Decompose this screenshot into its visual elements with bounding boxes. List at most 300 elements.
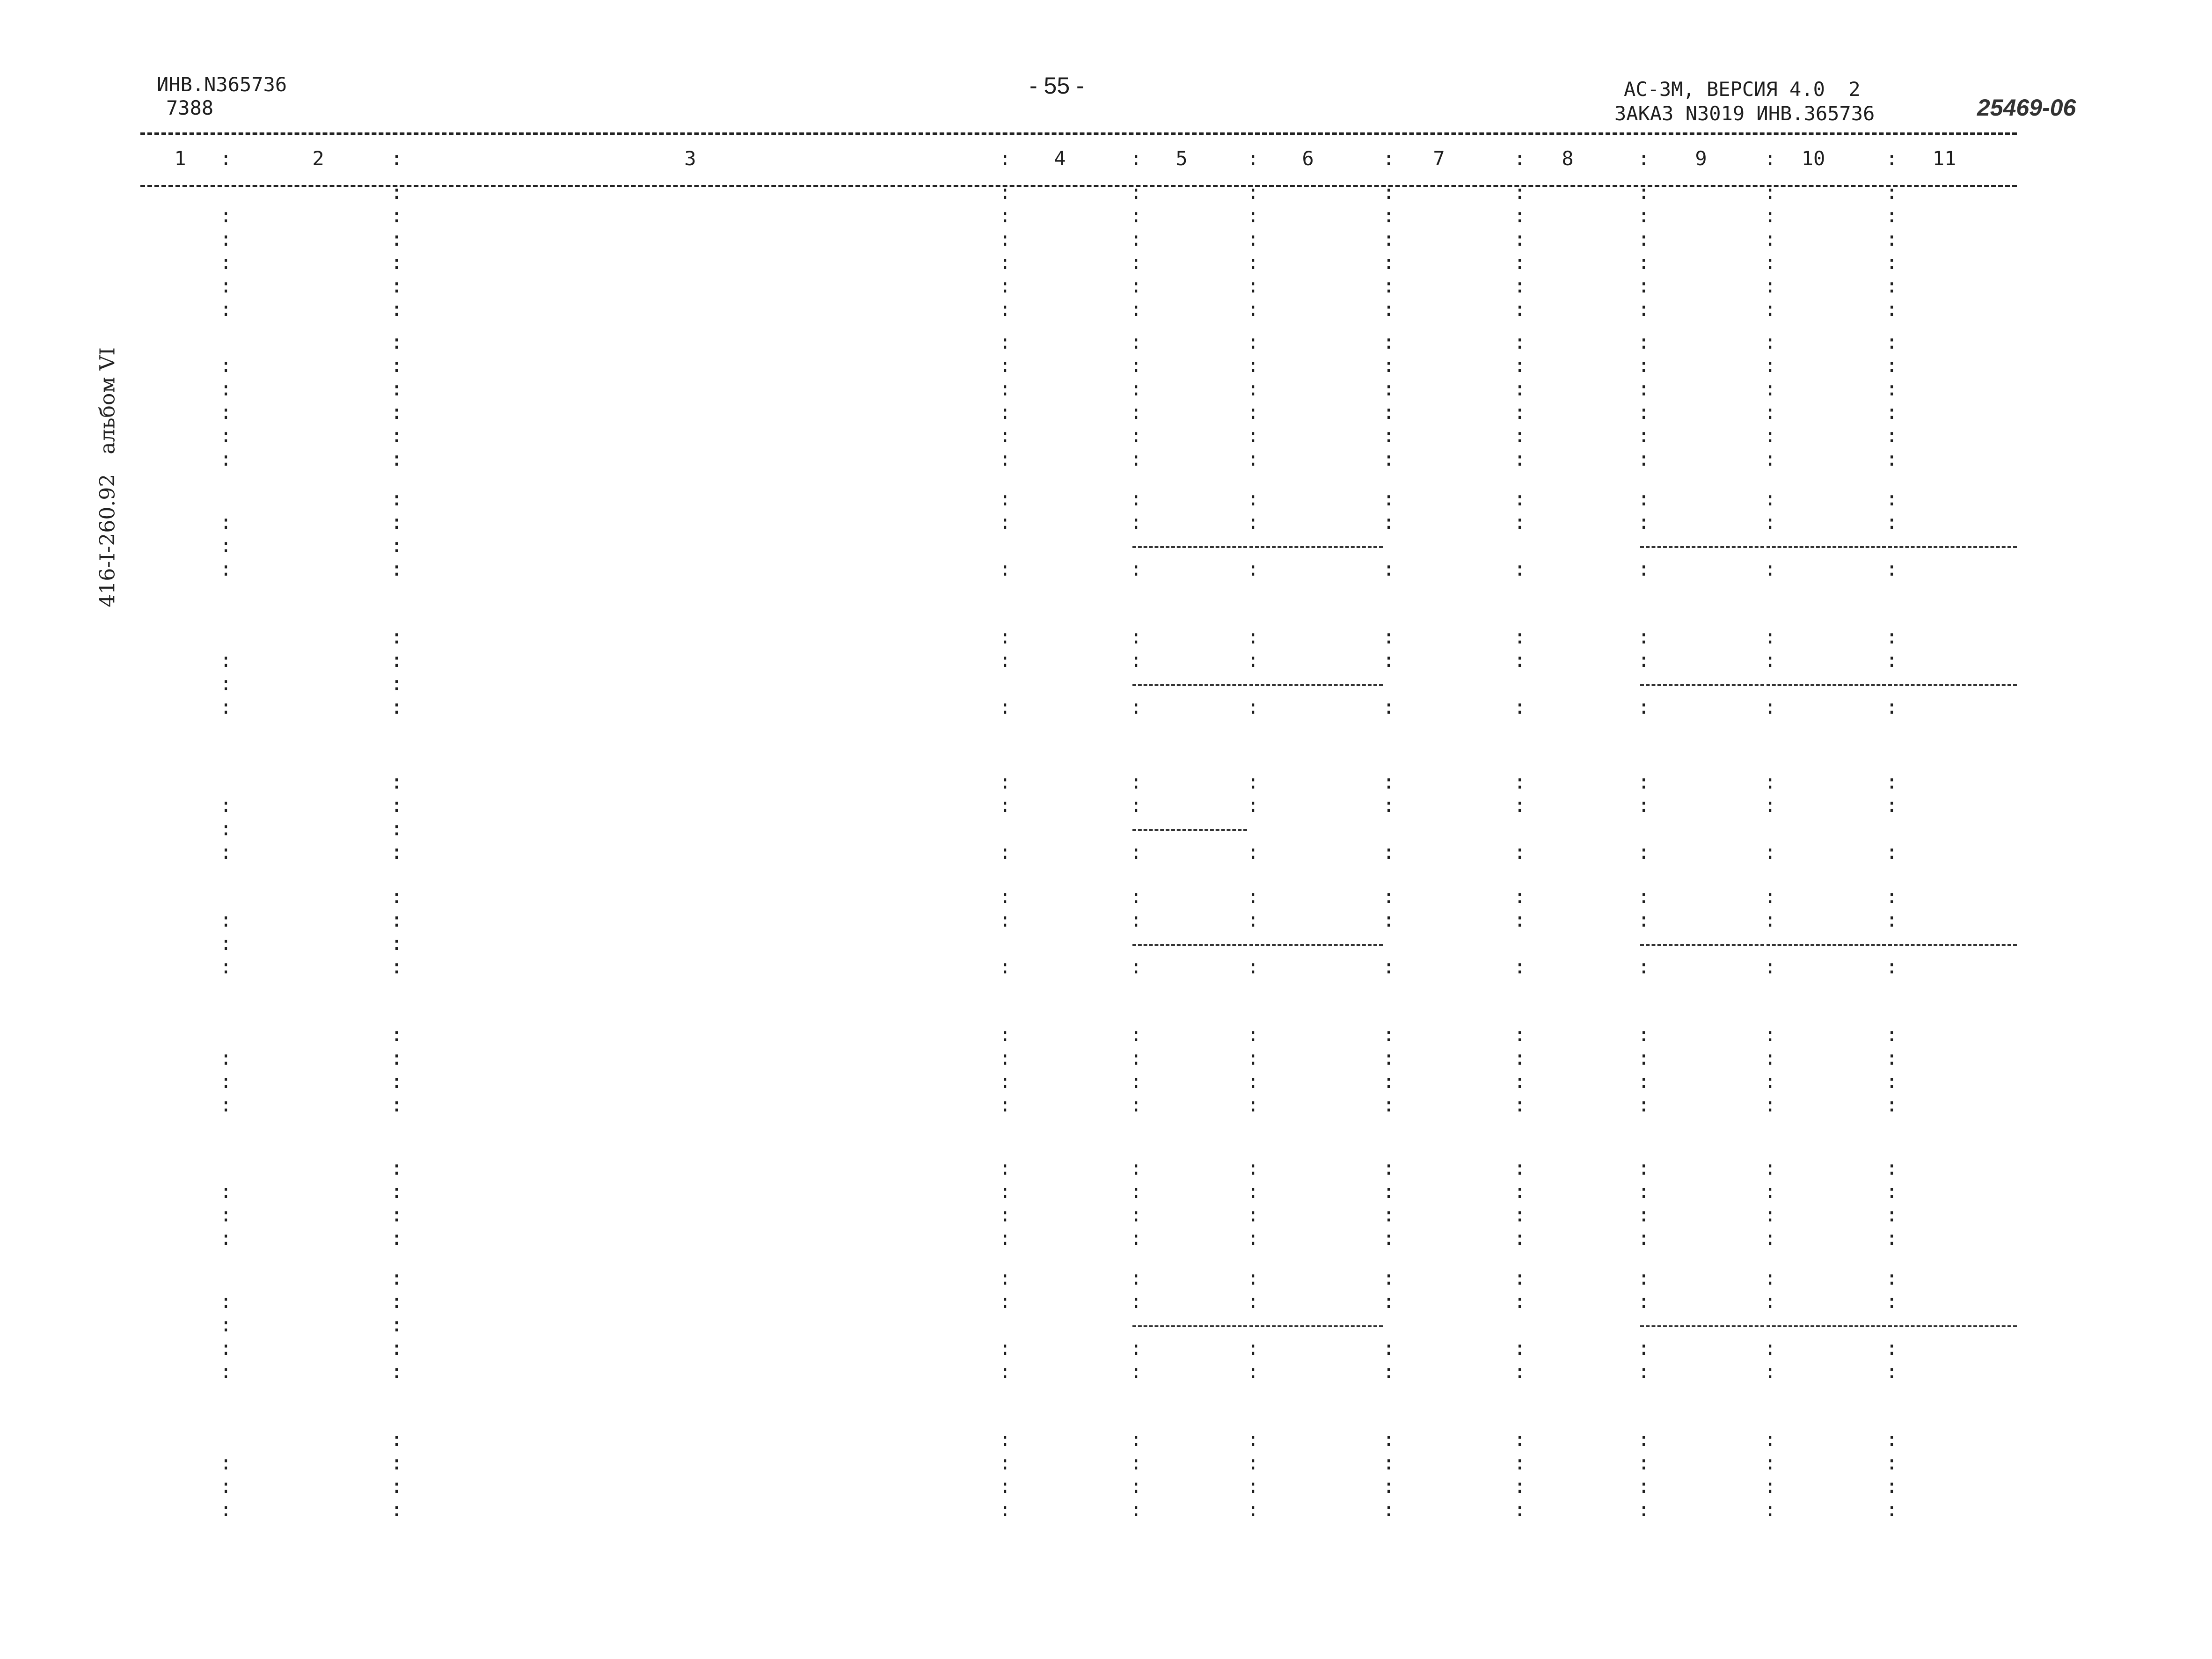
- column-separator: :: [999, 401, 1011, 424]
- column-separator: :: [1886, 487, 1898, 510]
- column-separator: :: [1130, 1290, 1142, 1313]
- column-separator: :: [1764, 649, 1776, 672]
- sub-divider: [1767, 944, 1886, 946]
- column-separator: :: [1514, 354, 1526, 377]
- column-separator: :: [391, 487, 403, 510]
- column-separator: :: [1247, 447, 1259, 470]
- column-separator: :: [999, 1180, 1011, 1203]
- column-separator: :: [1886, 1290, 1898, 1313]
- column-separator: :: [220, 227, 232, 250]
- column-separator: :: [391, 794, 403, 817]
- column-separator: :: [1638, 649, 1650, 672]
- sub-divider: [1888, 1325, 2017, 1327]
- column-separator: :: [1130, 695, 1142, 718]
- column-separator: :: [1638, 204, 1650, 227]
- column-separator: :: [1764, 1227, 1776, 1250]
- column-separator: :: [1130, 908, 1142, 931]
- column-separator: :: [1638, 251, 1650, 274]
- column-separator: :: [1764, 794, 1776, 817]
- column-separator: :: [999, 625, 1011, 648]
- column-separator: :: [999, 424, 1011, 447]
- column-separator: :: [1130, 354, 1142, 377]
- column-separator: :: [1130, 330, 1142, 353]
- column-separator: :: [1130, 649, 1142, 672]
- column-separator: :: [1886, 908, 1898, 931]
- column-separator: :: [1247, 1070, 1259, 1093]
- column-separator: :: [391, 695, 403, 718]
- column-separator: :: [220, 840, 232, 863]
- column-separator: :: [1886, 401, 1898, 424]
- column-separator: :: [1247, 1156, 1259, 1179]
- column-separator: :: [1764, 1290, 1776, 1313]
- column-separator: :: [1247, 227, 1259, 250]
- column-separator: :: [1247, 204, 1259, 227]
- column-separator: :: [220, 274, 232, 297]
- column-separator: :: [1514, 557, 1526, 580]
- sub-divider: [1132, 944, 1247, 946]
- column-separator: :: [1247, 274, 1259, 297]
- column-separator: :: [1638, 1475, 1650, 1498]
- column-separator: :: [1383, 557, 1395, 580]
- column-separator: :: [1130, 511, 1142, 534]
- column-separator: :: [1514, 649, 1526, 672]
- column-separator: :: [1247, 955, 1259, 978]
- column-separator: :: [1886, 298, 1898, 321]
- column-separator: :: [999, 1156, 1011, 1179]
- column-separator: :: [999, 1070, 1011, 1093]
- column-separator: :: [1130, 1070, 1142, 1093]
- column-separator: :: [1638, 1451, 1650, 1474]
- column-separator: :: [1886, 251, 1898, 274]
- column-separator: :: [1764, 181, 1776, 204]
- sub-divider: [1249, 1325, 1383, 1327]
- column-separator: :: [1514, 1451, 1526, 1474]
- column-separator: :: [999, 274, 1011, 297]
- column-separator: :: [1886, 227, 1898, 250]
- column-separator: :: [1886, 625, 1898, 648]
- column-separator: :: [1383, 1451, 1395, 1474]
- column-separator: :: [1130, 1451, 1142, 1474]
- column-separator: :: [1247, 1203, 1259, 1226]
- column-separator: :: [1383, 147, 1395, 170]
- column-separator: :: [1886, 1156, 1898, 1179]
- column-separator: :: [391, 817, 403, 840]
- column-separator: :: [220, 204, 232, 227]
- column-separator: :: [1383, 794, 1395, 817]
- inventory-number-left: ИНВ.N365736: [157, 73, 287, 96]
- column-separator: :: [1383, 377, 1395, 400]
- column-separator: :: [1247, 1266, 1259, 1289]
- column-separator: :: [1130, 955, 1142, 978]
- column-separator: :: [1886, 1046, 1898, 1069]
- column-separator: :: [1764, 1156, 1776, 1179]
- column-separator: :: [1130, 1023, 1142, 1046]
- column-separator: :: [1764, 695, 1776, 718]
- column-separator: :: [220, 1451, 232, 1474]
- column-separator: :: [1886, 147, 1898, 170]
- column-header-9: 9: [1695, 147, 1707, 170]
- column-separator: :: [391, 447, 403, 470]
- column-separator: :: [1638, 1498, 1650, 1521]
- column-separator: :: [1764, 1475, 1776, 1498]
- column-separator: :: [1886, 1023, 1898, 1046]
- column-separator: :: [1383, 885, 1395, 908]
- column-separator: :: [1886, 840, 1898, 863]
- column-separator: :: [1383, 424, 1395, 447]
- column-separator: :: [1886, 511, 1898, 534]
- column-separator: :: [1514, 1156, 1526, 1179]
- column-separator: :: [1247, 794, 1259, 817]
- column-separator: :: [391, 1337, 403, 1359]
- column-separator: :: [1130, 274, 1142, 297]
- column-separator: :: [1764, 330, 1776, 353]
- column-separator: :: [1383, 447, 1395, 470]
- column-separator: :: [1764, 625, 1776, 648]
- column-separator: :: [1247, 695, 1259, 718]
- column-separator: :: [220, 557, 232, 580]
- column-separator: :: [220, 1290, 232, 1313]
- column-separator: :: [1886, 649, 1898, 672]
- column-separator: :: [1764, 1360, 1776, 1383]
- column-separator: :: [391, 274, 403, 297]
- column-separator: :: [220, 1203, 232, 1226]
- column-separator: :: [999, 770, 1011, 793]
- column-separator: :: [1886, 1180, 1898, 1203]
- column-separator: :: [1514, 1475, 1526, 1498]
- column-separator: :: [1130, 1337, 1142, 1359]
- sub-divider: [1640, 684, 1764, 686]
- column-separator: :: [220, 377, 232, 400]
- column-separator: :: [999, 298, 1011, 321]
- column-separator: :: [391, 1156, 403, 1179]
- column-separator: :: [1764, 1180, 1776, 1203]
- column-separator: :: [1514, 511, 1526, 534]
- column-separator: :: [1514, 1023, 1526, 1046]
- column-separator: :: [1638, 274, 1650, 297]
- column-separator: :: [1247, 1227, 1259, 1250]
- column-separator: :: [1514, 794, 1526, 817]
- column-separator: :: [391, 885, 403, 908]
- column-separator: :: [391, 770, 403, 793]
- column-separator: :: [391, 557, 403, 580]
- column-separator: :: [1247, 424, 1259, 447]
- column-separator: :: [1514, 1046, 1526, 1069]
- column-separator: :: [391, 1451, 403, 1474]
- column-separator: :: [1638, 330, 1650, 353]
- column-separator: :: [1383, 1046, 1395, 1069]
- column-separator: :: [1764, 1023, 1776, 1046]
- sub-divider: [1249, 546, 1383, 548]
- column-separator: :: [391, 1290, 403, 1313]
- column-separator: :: [999, 1290, 1011, 1313]
- column-separator: :: [391, 377, 403, 400]
- column-separator: :: [1514, 1203, 1526, 1226]
- sub-divider: [1640, 944, 1764, 946]
- column-separator: :: [220, 1070, 232, 1093]
- column-separator: :: [391, 1093, 403, 1116]
- column-separator: :: [1383, 330, 1395, 353]
- column-separator: :: [1886, 1498, 1898, 1521]
- column-separator: :: [1514, 1498, 1526, 1521]
- column-separator: :: [1764, 1046, 1776, 1069]
- column-separator: :: [1383, 181, 1395, 204]
- column-separator: :: [1886, 1428, 1898, 1451]
- column-separator: :: [1886, 330, 1898, 353]
- column-separator: :: [1247, 1498, 1259, 1521]
- column-separator: :: [1886, 557, 1898, 580]
- column-separator: :: [391, 955, 403, 978]
- sub-divider: [1249, 684, 1383, 686]
- column-separator: :: [1130, 1156, 1142, 1179]
- column-separator: :: [1247, 1180, 1259, 1203]
- column-header-11: 11: [1932, 147, 1956, 170]
- header-divider-bottom: [140, 185, 2017, 187]
- column-separator: :: [220, 1093, 232, 1116]
- sub-divider: [1888, 944, 2017, 946]
- sub-divider: [1767, 684, 1886, 686]
- sub-divider: [1640, 1325, 1764, 1327]
- column-separator: :: [1638, 1227, 1650, 1250]
- column-separator: :: [1764, 1093, 1776, 1116]
- column-header-10: 10: [1801, 147, 1825, 170]
- column-separator: :: [1383, 1290, 1395, 1313]
- column-separator: :: [1764, 908, 1776, 931]
- column-separator: :: [1130, 377, 1142, 400]
- column-separator: :: [391, 511, 403, 534]
- sub-divider: [1888, 684, 2017, 686]
- column-separator: :: [999, 204, 1011, 227]
- column-separator: :: [1130, 1093, 1142, 1116]
- column-separator: :: [999, 557, 1011, 580]
- column-separator: :: [1886, 885, 1898, 908]
- column-separator: :: [1764, 274, 1776, 297]
- column-separator: :: [1886, 1266, 1898, 1289]
- column-separator: :: [391, 251, 403, 274]
- column-separator: :: [1130, 1227, 1142, 1250]
- column-separator: :: [1764, 955, 1776, 978]
- sub-divider: [1132, 546, 1247, 548]
- column-separator: :: [999, 840, 1011, 863]
- column-header-8: 8: [1562, 147, 1574, 170]
- column-separator: :: [1514, 447, 1526, 470]
- column-separator: :: [1886, 1227, 1898, 1250]
- column-separator: :: [1247, 377, 1259, 400]
- column-separator: :: [391, 840, 403, 863]
- column-separator: :: [1638, 511, 1650, 534]
- column-separator: :: [220, 401, 232, 424]
- column-separator: :: [220, 1180, 232, 1203]
- column-header-3: 3: [684, 147, 696, 170]
- column-separator: :: [1130, 1360, 1142, 1383]
- column-separator: :: [1383, 770, 1395, 793]
- column-separator: :: [1130, 1498, 1142, 1521]
- column-separator: :: [1514, 330, 1526, 353]
- column-separator: :: [1383, 1337, 1395, 1359]
- column-separator: :: [391, 1227, 403, 1250]
- column-separator: :: [1130, 1046, 1142, 1069]
- column-separator: :: [1514, 770, 1526, 793]
- column-separator: :: [1764, 227, 1776, 250]
- column-separator: :: [999, 511, 1011, 534]
- column-separator: :: [1638, 1180, 1650, 1203]
- column-separator: :: [999, 1023, 1011, 1046]
- column-separator: :: [1514, 401, 1526, 424]
- column-separator: :: [1638, 794, 1650, 817]
- column-separator: :: [1638, 1070, 1650, 1093]
- column-separator: :: [1638, 1093, 1650, 1116]
- column-separator: :: [999, 181, 1011, 204]
- column-separator: :: [220, 1227, 232, 1250]
- column-separator: :: [1514, 181, 1526, 204]
- column-separator: :: [1638, 770, 1650, 793]
- column-separator: :: [1383, 1156, 1395, 1179]
- column-separator: :: [1764, 557, 1776, 580]
- column-separator: :: [1383, 625, 1395, 648]
- column-separator: :: [1764, 511, 1776, 534]
- column-separator: :: [1764, 840, 1776, 863]
- column-separator: :: [1764, 1498, 1776, 1521]
- column-separator: :: [391, 1070, 403, 1093]
- column-separator: :: [1514, 1093, 1526, 1116]
- sub-divider: [1132, 684, 1247, 686]
- column-separator: :: [1886, 1475, 1898, 1498]
- sub-divider: [1888, 546, 2017, 548]
- column-separator: :: [1886, 424, 1898, 447]
- column-separator: :: [1383, 1475, 1395, 1498]
- column-separator: :: [391, 932, 403, 955]
- column-separator: :: [1514, 204, 1526, 227]
- column-separator: :: [391, 534, 403, 557]
- column-separator: :: [220, 955, 232, 978]
- column-separator: :: [1247, 1023, 1259, 1046]
- column-separator: :: [391, 181, 403, 204]
- column-separator: :: [1514, 1266, 1526, 1289]
- column-separator: :: [1247, 354, 1259, 377]
- column-separator: :: [1886, 695, 1898, 718]
- handwritten-number: 25469-06: [1977, 95, 2076, 121]
- sub-divider: [1767, 1325, 1886, 1327]
- column-separator: :: [1764, 1428, 1776, 1451]
- column-separator: :: [1638, 1290, 1650, 1313]
- column-separator: :: [999, 885, 1011, 908]
- column-separator: :: [1638, 1203, 1650, 1226]
- column-separator: :: [1383, 695, 1395, 718]
- column-separator: :: [1383, 1023, 1395, 1046]
- column-header-7: 7: [1433, 147, 1445, 170]
- column-separator: :: [220, 817, 232, 840]
- column-separator: :: [1383, 840, 1395, 863]
- column-separator: :: [1247, 1093, 1259, 1116]
- column-separator: :: [1886, 204, 1898, 227]
- column-separator: :: [1130, 1203, 1142, 1226]
- column-separator: :: [1514, 1337, 1526, 1359]
- column-separator: :: [1764, 1337, 1776, 1359]
- column-separator: :: [999, 1266, 1011, 1289]
- column-separator: :: [999, 377, 1011, 400]
- column-separator: :: [391, 1266, 403, 1289]
- column-separator: :: [1764, 770, 1776, 793]
- column-separator: :: [1886, 447, 1898, 470]
- column-separator: :: [1886, 1337, 1898, 1359]
- column-separator: :: [1383, 1227, 1395, 1250]
- column-separator: :: [1383, 274, 1395, 297]
- column-separator: :: [1514, 695, 1526, 718]
- column-separator: :: [1247, 625, 1259, 648]
- column-separator: :: [1247, 1337, 1259, 1359]
- column-separator: :: [391, 1313, 403, 1336]
- column-separator: :: [391, 649, 403, 672]
- column-separator: :: [1130, 1428, 1142, 1451]
- column-separator: :: [1638, 625, 1650, 648]
- column-separator: :: [1886, 770, 1898, 793]
- column-separator: :: [1130, 1180, 1142, 1203]
- column-separator: :: [1130, 447, 1142, 470]
- column-separator: :: [1514, 147, 1526, 170]
- column-separator: :: [1764, 1266, 1776, 1289]
- column-separator: :: [1383, 204, 1395, 227]
- column-separator: :: [1638, 227, 1650, 250]
- column-separator: :: [1130, 487, 1142, 510]
- column-separator: :: [391, 1180, 403, 1203]
- column-separator: :: [1383, 1203, 1395, 1226]
- column-separator: :: [1383, 354, 1395, 377]
- column-separator: :: [1886, 1093, 1898, 1116]
- column-separator: :: [999, 147, 1011, 170]
- column-separator: :: [1130, 625, 1142, 648]
- column-separator: :: [220, 511, 232, 534]
- column-separator: :: [1638, 147, 1650, 170]
- column-separator: :: [999, 1360, 1011, 1383]
- column-separator: :: [1383, 908, 1395, 931]
- column-separator: :: [220, 1475, 232, 1498]
- column-separator: :: [1383, 251, 1395, 274]
- column-separator: :: [220, 298, 232, 321]
- column-separator: :: [1638, 298, 1650, 321]
- column-separator: :: [220, 1360, 232, 1383]
- code-left: 7388: [166, 96, 214, 119]
- order-label: ЗАКАЗ N3019 ИНВ.365736: [1614, 102, 1875, 125]
- column-separator: :: [1886, 1203, 1898, 1226]
- column-separator: :: [1638, 401, 1650, 424]
- column-separator: :: [1130, 770, 1142, 793]
- column-separator: :: [999, 1093, 1011, 1116]
- column-separator: :: [1638, 1428, 1650, 1451]
- column-separator: :: [999, 1227, 1011, 1250]
- version-label: АС-3М, ВЕРСИЯ 4.0 2: [1624, 78, 1861, 101]
- column-separator: :: [1383, 487, 1395, 510]
- column-header-1: 1: [174, 147, 186, 170]
- column-separator: :: [1514, 424, 1526, 447]
- column-separator: :: [1764, 885, 1776, 908]
- column-separator: :: [1130, 885, 1142, 908]
- column-separator: :: [1638, 885, 1650, 908]
- sub-divider: [1132, 1325, 1247, 1327]
- column-separator: :: [1764, 377, 1776, 400]
- column-separator: :: [1764, 401, 1776, 424]
- column-separator: :: [1514, 487, 1526, 510]
- column-separator: :: [1638, 1046, 1650, 1069]
- column-separator: :: [1130, 181, 1142, 204]
- column-separator: :: [1130, 204, 1142, 227]
- column-separator: :: [999, 1451, 1011, 1474]
- column-separator: :: [391, 1360, 403, 1383]
- column-separator: :: [1886, 794, 1898, 817]
- column-separator: :: [1638, 840, 1650, 863]
- sub-divider: [1249, 944, 1383, 946]
- column-separator: :: [1638, 424, 1650, 447]
- column-separator: :: [999, 1203, 1011, 1226]
- column-separator: :: [1764, 147, 1776, 170]
